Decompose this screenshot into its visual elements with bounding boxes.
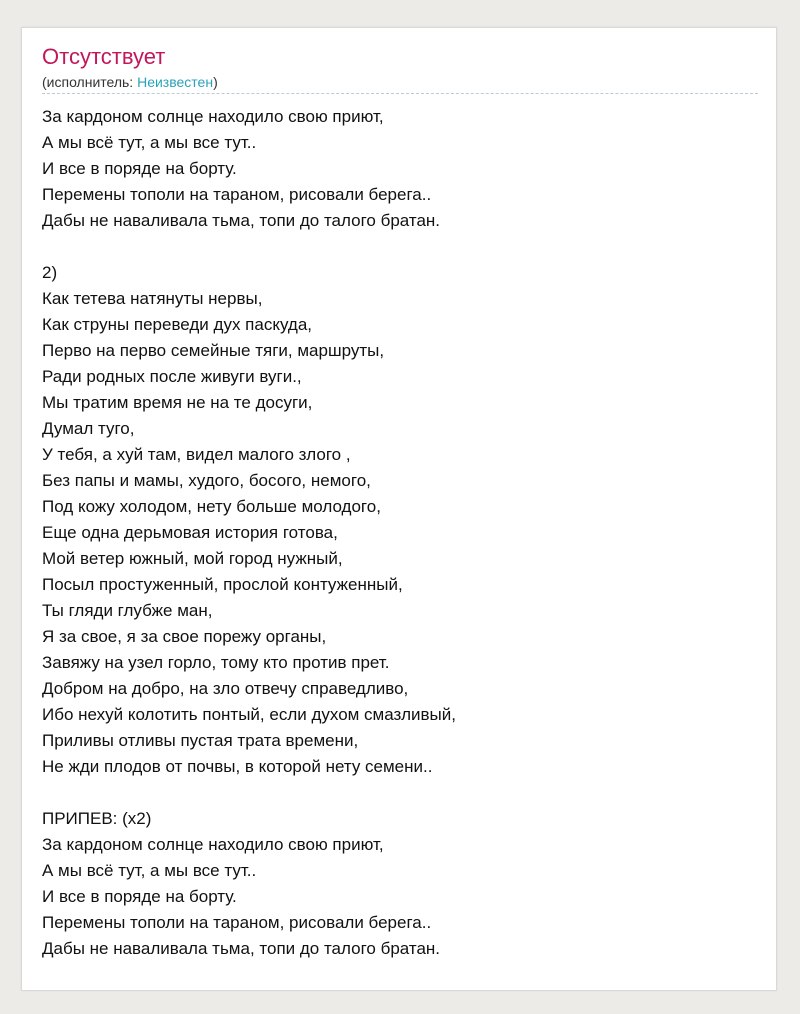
- lyrics-stanza: [42, 806, 758, 962]
- lyric-line: Завяжу на узел горло, тому кто против прет.: [42, 653, 390, 672]
- lyric-line: Как струны переведи дух паскуда,: [42, 315, 312, 334]
- lyric-line: Под кожу холодом, нету больше молодого,: [42, 497, 381, 516]
- lyric-line: Ибо нехуй колотить понтый, если духом смазливый,: [42, 705, 456, 724]
- artist-line: [42, 73, 218, 91]
- header-divider: [42, 93, 758, 94]
- lyric-line: Перво на перво семейные тяги, маршруты,: [42, 341, 385, 360]
- lyric-line: Перемены тополи на тараном, рисовали берега..: [42, 185, 432, 204]
- lyric-line: Мы тратим время не на те досуги,: [42, 393, 313, 412]
- song-title: Отсутствует: [42, 44, 166, 69]
- artist-link[interactable]: Неизвестен: [137, 74, 214, 90]
- lyric-line: Перемены тополи на тараном, рисовали берега..: [42, 913, 432, 932]
- lyric-line: Не жди плодов от почвы, в которой нету семени..: [42, 757, 433, 776]
- lyric-line: 2): [42, 263, 58, 282]
- lyric-line: А мы всё тут, а мы все тут..: [42, 133, 257, 152]
- lyric-line: Ты гляди глубже ман,: [42, 601, 213, 620]
- lyric-line: За кардоном солнце находило свою приют,: [42, 835, 384, 854]
- lyric-line: Дабы не наваливала тьма, топи до талого братан.: [42, 211, 441, 230]
- lyric-line: Ради родных после живуги вуги.,: [42, 367, 302, 386]
- lyric-line: Я за свое, я за свое порежу органы,: [42, 627, 327, 646]
- lyrics-body: [42, 104, 758, 988]
- lyric-line: У тебя, а хуй там, видел малого злого ,: [42, 445, 351, 464]
- lyric-line: Без папы и мамы, худого, босого, немого,: [42, 471, 371, 490]
- lyrics-stanza: [42, 260, 758, 780]
- lyric-line: За кардоном солнце находило свою приют,: [42, 107, 384, 126]
- lyric-line: Мой ветер южный, мой город нужный,: [42, 549, 343, 568]
- artist-suffix: ): [213, 74, 218, 90]
- lyric-line: И все в поряде на борту.: [42, 159, 237, 178]
- lyric-line: Дабы не наваливала тьма, топи до талого братан.: [42, 939, 441, 958]
- lyric-line: Приливы отливы пустая трата времени,: [42, 731, 359, 750]
- lyric-line: Посыл простуженный, прослой контуженный,: [42, 575, 403, 594]
- lyrics-stanza: [42, 104, 758, 234]
- lyric-line: Как тетева натянуты нервы,: [42, 289, 263, 308]
- lyric-line: Думал туго,: [42, 419, 135, 438]
- lyric-line: ПРИПЕВ: (x2): [42, 809, 152, 828]
- lyric-line: Добром на добро, на зло отвечу справедливо,: [42, 679, 409, 698]
- lyric-line: Еще одна дерьмовая история готова,: [42, 523, 338, 542]
- lyric-line: А мы всё тут, а мы все тут..: [42, 861, 257, 880]
- artist-prefix: (исполнитель:: [42, 74, 138, 90]
- lyrics-card: [21, 27, 777, 991]
- lyric-line: И все в поряде на борту.: [42, 887, 237, 906]
